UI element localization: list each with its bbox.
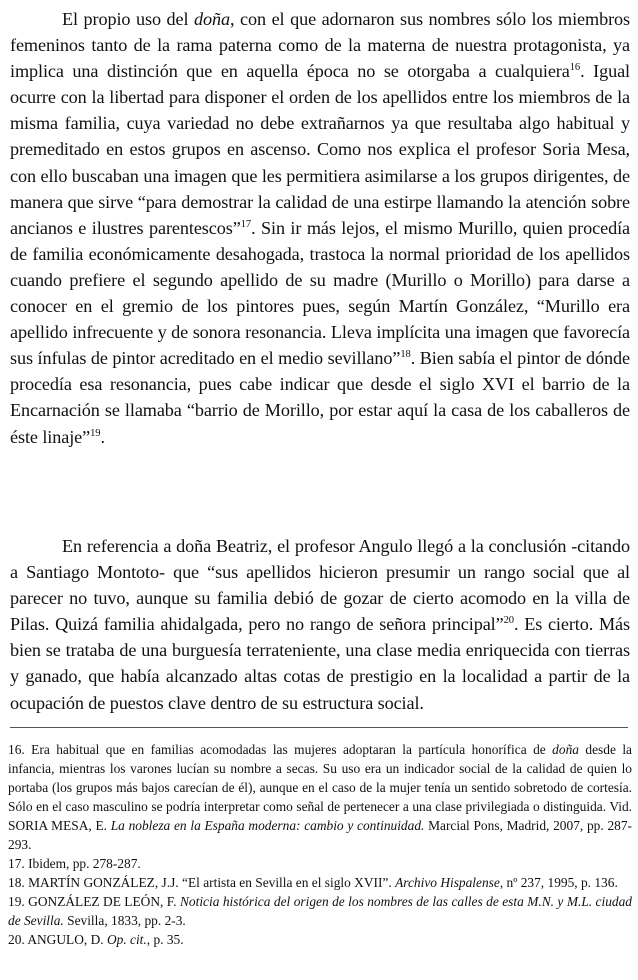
footnote-20 <box>8 930 632 949</box>
italic-title: Noticia histórica del origen de los nombres de las calles de esta M.N. y M.L. ciudad de Sevilla. <box>8 894 633 928</box>
footnote-separator <box>10 727 628 728</box>
text-run: . <box>100 426 105 447</box>
footnote-19 <box>8 892 632 930</box>
italic-term: doña <box>552 742 579 757</box>
text-run: 16. Era habitual que en familias acomodadas las mujeres adoptaran la partícula honorífica de <box>8 742 553 757</box>
text-run: El propio uso del <box>62 9 195 29</box>
text-run: . Bien sabía el pintor de dónde procedía esa resonancia, pues cabe indicar que desde el siglo XVI el barrio de la Encarnación se llamaba “barrio de Morillo, por estar aquí la casa de los caballeros de éste linaje” <box>10 348 630 447</box>
text-run: Sevilla, 1833, pp. 2-3. <box>63 913 186 928</box>
text-run: 18. MARTÍN GONZÁLEZ, J.J. “El artista en Sevilla en el siglo XVII”. <box>8 875 396 890</box>
body-paragraph-2 <box>10 533 630 716</box>
italic-term: Op. cit. <box>106 932 147 947</box>
footnote-ref-20: 20 <box>503 615 514 627</box>
footnote-16 <box>8 740 632 854</box>
text-run: desde la infancia, mientras los varones lucían su nombre a secas. Su uso era un indicador social de la calidad de quien lo portaba (los grupos más bajos carecían de él), aunque en el caso de la mujer tenía un sentido sobretodo de cortesía. Sólo en el caso masculino se podría interpretar como señal de pertenecer a una clase privilegiada o distinguida. Vid. SORIA MESA, E. <box>8 742 632 833</box>
footnote-ref-19: 19 <box>90 427 101 439</box>
text-run: , nº 237, 1995, p. 136. <box>499 875 618 890</box>
italic-title: Archivo Hispalense <box>395 875 500 890</box>
body-paragraph-1 <box>10 6 630 450</box>
footnotes <box>8 740 632 949</box>
italic-title: La nobleza en la España moderna: cambio y continuidad. <box>110 818 425 833</box>
text-run: . Sin ir más lejos, el mismo Murillo, quien procedía de familia económicamente desahogada, trastoca la normal prioridad de los apellidos cuando prefiere el segundo apellido de su madre (Murillo o Morillo) para darse a conocer en el gremio de los pintores pues, según Martín González, “Murillo era apellido infrecuente y de sonora resonancia. Lleva implícita una imagen que favorecía sus ínfulas de pintor acreditado en el medio sevillano” <box>10 217 630 369</box>
text-run: 19. GONZÁLEZ DE LEÓN, F. <box>8 894 180 909</box>
text-run: En referencia a doña Beatriz, el profesor Angulo llegó a la conclusión -citando a Santiago Montoto- que “sus apellidos hicieron presumir un rango social que al parecer no tuvo, aunque su familia debió de gozar de cierto acomodo en la villa de Pilas. Quizá familia ahidalgada, pero no rango de señora principal” <box>10 536 630 635</box>
italic-term: doña <box>194 9 231 29</box>
footnote-18 <box>8 873 632 892</box>
footnote-ref-18: 18 <box>400 349 411 361</box>
footnote-17: 17. Ibidem, pp. 278-287. <box>8 856 141 871</box>
text-run: 20. ANGULO, D. <box>8 932 107 947</box>
text-run: , con el que adornaron sus nombres sólo los miembros femeninos tanto de la rama paterna como de la materna de nuestra protagonista, ya implica una distinción que en aquella época no se otorgaba a cualquiera <box>10 9 630 82</box>
footnote-ref-16: 16 <box>569 62 581 74</box>
text-run: , p. 35. <box>146 932 184 947</box>
text-run: Marcial Pons, Madrid, 2007, pp. 287-293. <box>8 818 632 852</box>
text-run: . Es cierto. Más bien se trataba de una burguesía terrateniente, una clase media enriquecida con tierras y ganado, que había alcanzado altas cotas de prestigio en la localidad a partir de la ocupación de puestos clave dentro de su estructura social. <box>10 614 630 713</box>
footnote-ref-17: 17 <box>240 218 252 230</box>
text-run: . Igual ocurre con la libertad para disponer el orden de los apellidos entre los miembros de la misma familia, cuya variedad no debe extrañarnos ya que resultaba algo habitual y premeditado en estos grupos en ascenso. Como nos explica el profesor Soria Mesa, con ello buscaban una imagen que les permitiera asimilarse a los grupos dirigentes, de manera que sirve “para demostrar la calidad de una estirpe llamando la atención sobre ancianos e ilustres parentescos” <box>10 61 631 238</box>
